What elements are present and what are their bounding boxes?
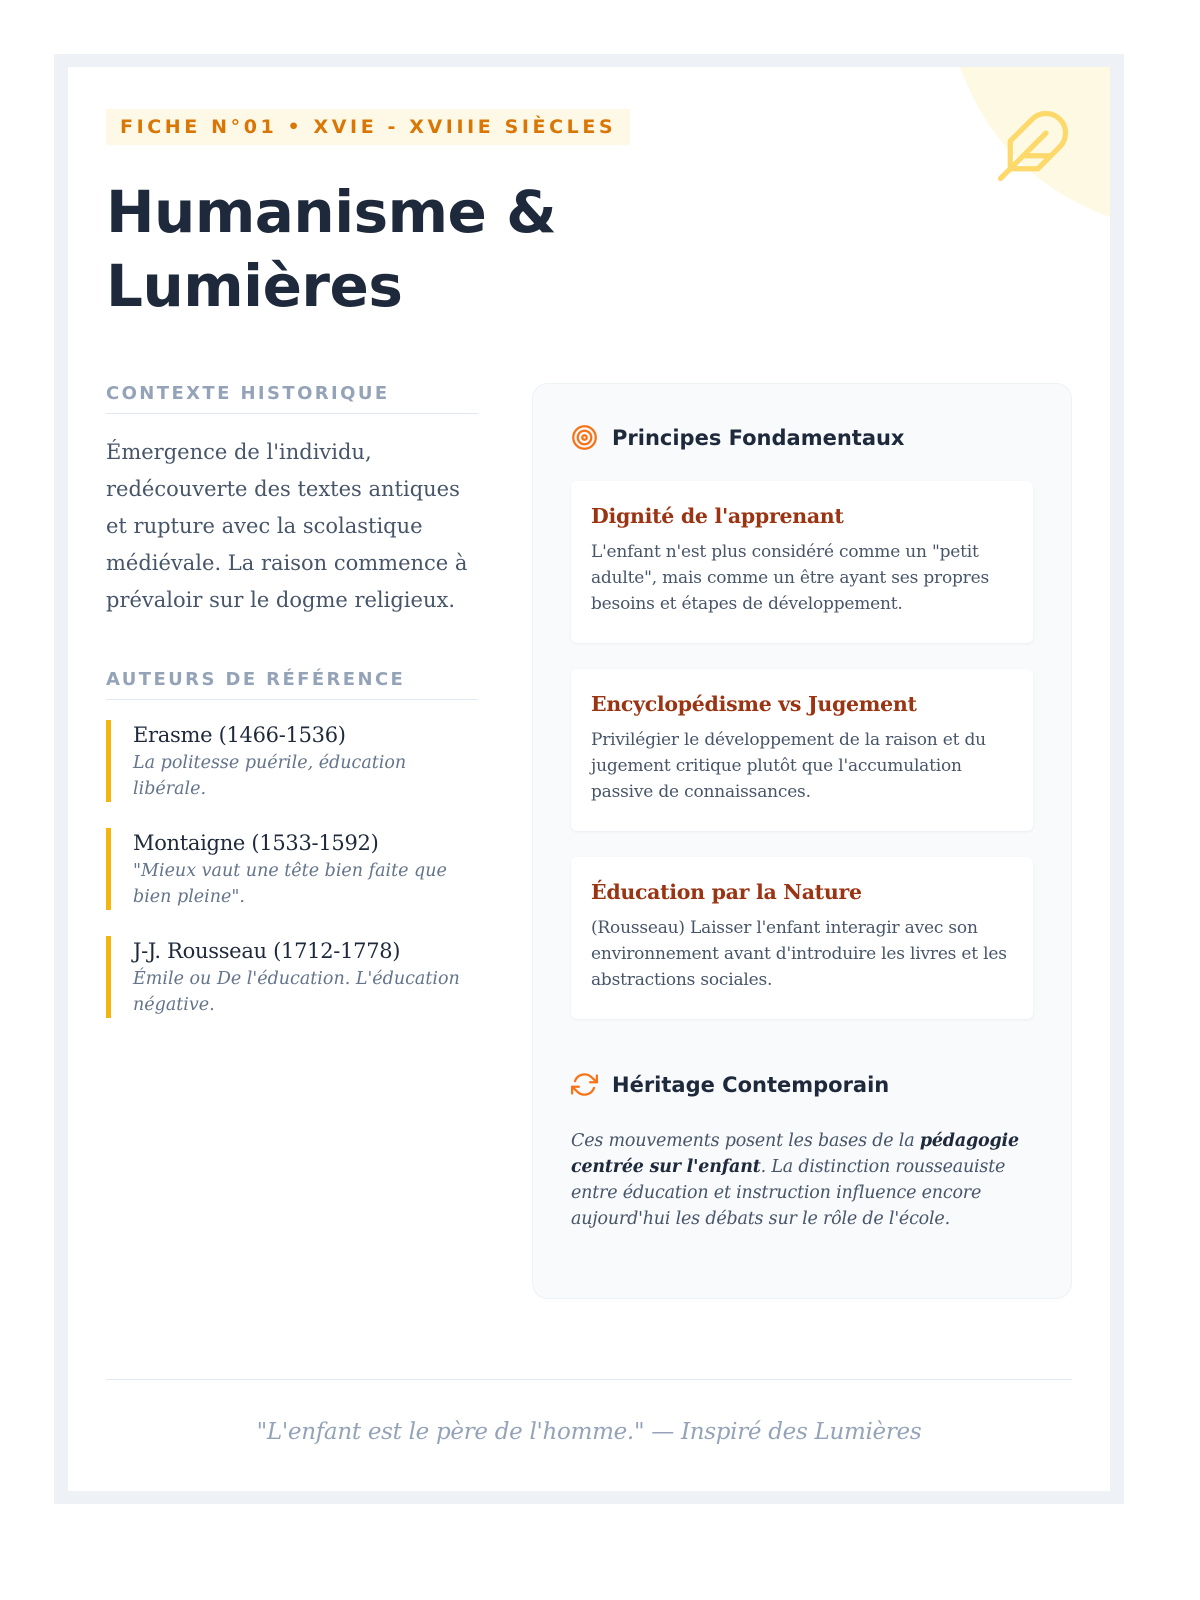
principles-heading [571,424,904,451]
principle-text: Privilégier le développement de la raison et du jugement critique plutôt que l'accumulation passive de connaissances. [591,730,986,802]
author-note: La politesse puérile, éducation libérale. [133,753,407,799]
left-column [106,383,478,1044]
principles-panel [532,383,1072,1299]
page-title [106,175,706,323]
principle-card [571,857,1033,1019]
principle-text: L'enfant n'est plus considéré comme un "petit adulte", mais comme un être ayant ses propres besoins et étapes de développement. [591,542,989,614]
principle-title: Dignité de l'apprenant [591,504,844,528]
author-item [106,720,478,802]
heritage-text-emphasis: pédagogie centrée sur l'enfant [571,1131,1019,1177]
heritage-text [571,1128,1021,1232]
author-name: J-J. Rousseau (1712-1778) [133,939,401,963]
heritage-text-start: Ces mouvements posent les bases de la [571,1131,920,1151]
principles-heading-label: Principes Fondamentaux [612,425,905,450]
footer-divider [106,1379,1072,1380]
fiche-card [68,67,1110,1491]
principle-card [571,481,1033,643]
feather-icon [994,107,1072,185]
target-icon [571,424,598,451]
context-text: Émergence de l'individu, redécouverte des textes antiques et rupture avec la scolastique médiévale. La raison commence à prévaloir sur le dogme religieux. [106,440,468,612]
author-item [106,828,478,910]
author-note: Émile ou De l'éducation. L'éducation négative. [133,969,460,1015]
principle-title: Éducation par la Nature [591,880,862,904]
footer-quote: "L'enfant est le père de l'homme." — Inspiré des Lumières [256,1419,922,1445]
heritage-heading [571,1071,889,1098]
author-name: Montaigne (1533-1592) [133,831,379,855]
authors-heading: AUTEURS DE RÉFÉRENCE [106,669,478,700]
principle-title: Encyclopédisme vs Jugement [591,692,917,716]
principles-list [571,481,1033,1045]
author-note: "Mieux vaut une tête bien faite que bien pleine". [133,861,447,907]
heritage-text-end: . La distinction rousseauiste entre éducation et instruction influence encore aujourd'hui les débats sur le rôle de l'école. [571,1157,1006,1229]
principle-text: (Rousseau) Laisser l'enfant interagir avec son environnement avant d'introduire les livres et les abstractions sociales. [591,918,1007,990]
author-item [106,936,478,1018]
title-line-2: Lumières [106,252,403,320]
context-heading: CONTEXTE HISTORIQUE [106,383,478,414]
authors-list [106,720,478,1018]
fiche-tag: FICHE N°01 • XVIE - XVIIIE SIÈCLES [106,109,630,145]
author-name: Erasme (1466-1536) [133,723,346,747]
refresh-icon [571,1071,598,1098]
principle-card [571,669,1033,831]
title-line-1: Humanisme & [106,178,557,246]
heritage-heading-label: Héritage Contemporain [612,1072,890,1097]
